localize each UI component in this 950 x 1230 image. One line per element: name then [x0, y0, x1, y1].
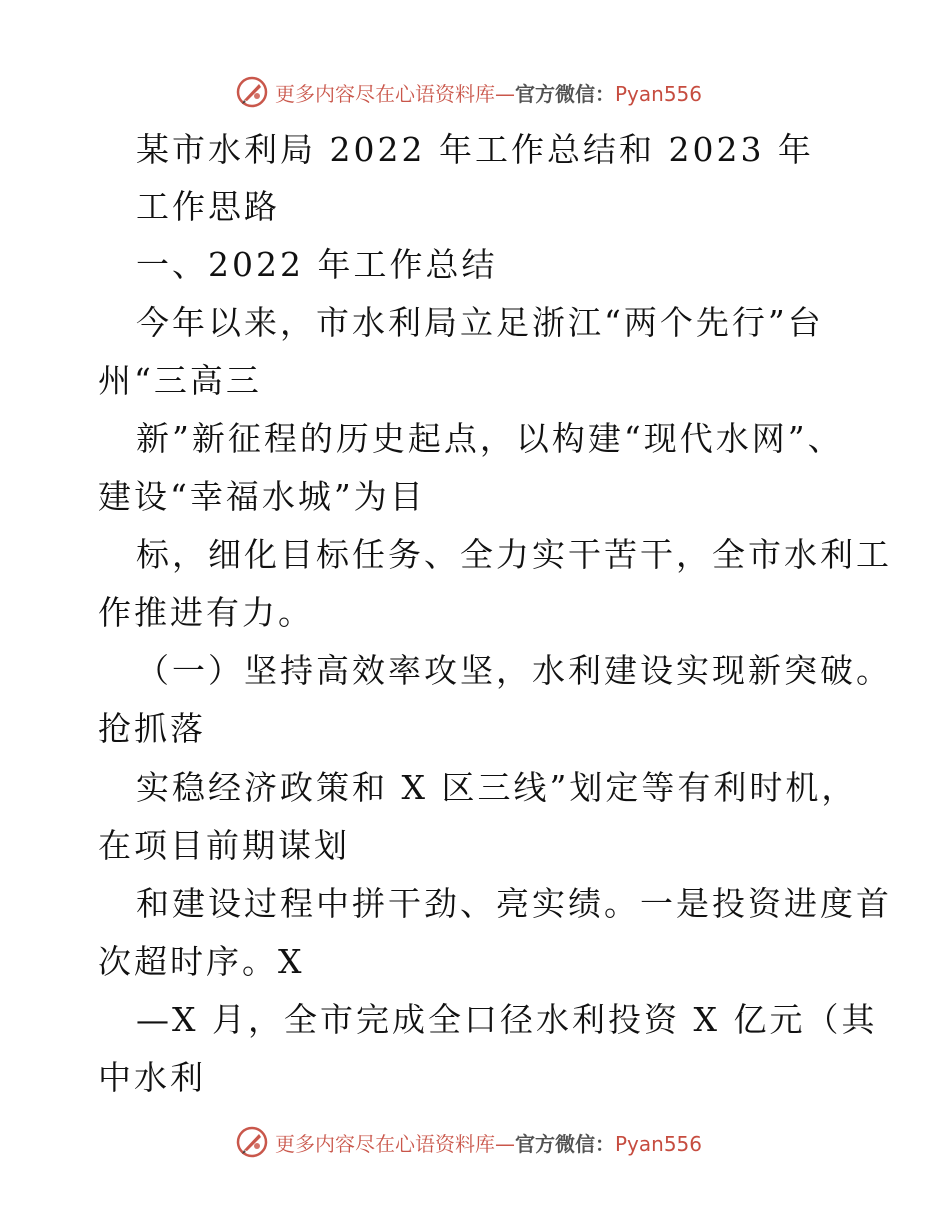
paragraph-line: 中水利	[98, 1058, 206, 1097]
section-heading-1: 一、2022 年工作总结	[136, 245, 498, 284]
paragraph-line: 建设“幸福水城”为目	[98, 477, 426, 516]
watermark-label: 官方微信：	[515, 1131, 615, 1156]
paragraph-line: 作推进有力。	[98, 593, 314, 632]
paragraph-line: 标，细化目标任务、全力实干苦干，全市水利工	[136, 535, 892, 574]
watermark-banner-bottom	[235, 1122, 755, 1162]
watermark-main-text: 更多内容尽在心语资料库	[275, 81, 495, 106]
watermark-wechat-id: Pyan556	[615, 1131, 703, 1156]
document-title-line-2: 工作思路	[136, 187, 280, 226]
paragraph-line: —X 月，全市完成全口径水利投资 X 亿元（其	[136, 1000, 878, 1039]
paragraph-line: 今年以来，市水利局立足浙江“两个先行”台	[136, 303, 824, 342]
paragraph-line: 在项目前期谋划	[98, 826, 350, 865]
paragraph-line: 实稳经济政策和 X 区三线”划定等有利时机，	[136, 768, 858, 807]
quill-pen-logo-icon	[235, 75, 269, 109]
document-title-line-1: 某市水利局 2022 年工作总结和 2023 年	[136, 130, 814, 169]
watermark-main-text: 更多内容尽在心语资料库	[275, 1131, 495, 1156]
paragraph-line: 新”新征程的历史起点，以构建“现代水网”、	[136, 419, 844, 458]
paragraph-line: 抢抓落	[98, 709, 206, 748]
watermark-separator: —	[495, 81, 515, 106]
paragraph-line: 州“三高三	[98, 361, 262, 400]
paragraph-line: 和建设过程中拼干劲、亮实绩。一是投资进度首	[136, 884, 892, 923]
watermark-separator: —	[495, 1131, 515, 1156]
watermark-label: 官方微信：	[515, 81, 615, 106]
subsection-heading-line: （一）坚持高效率攻坚，水利建设实现新突破。	[136, 651, 892, 690]
watermark-wechat-id: Pyan556	[615, 81, 703, 106]
paragraph-line: 次超时序。X	[98, 942, 305, 981]
quill-pen-logo-icon	[235, 1125, 269, 1159]
watermark-banner-top	[235, 72, 755, 112]
